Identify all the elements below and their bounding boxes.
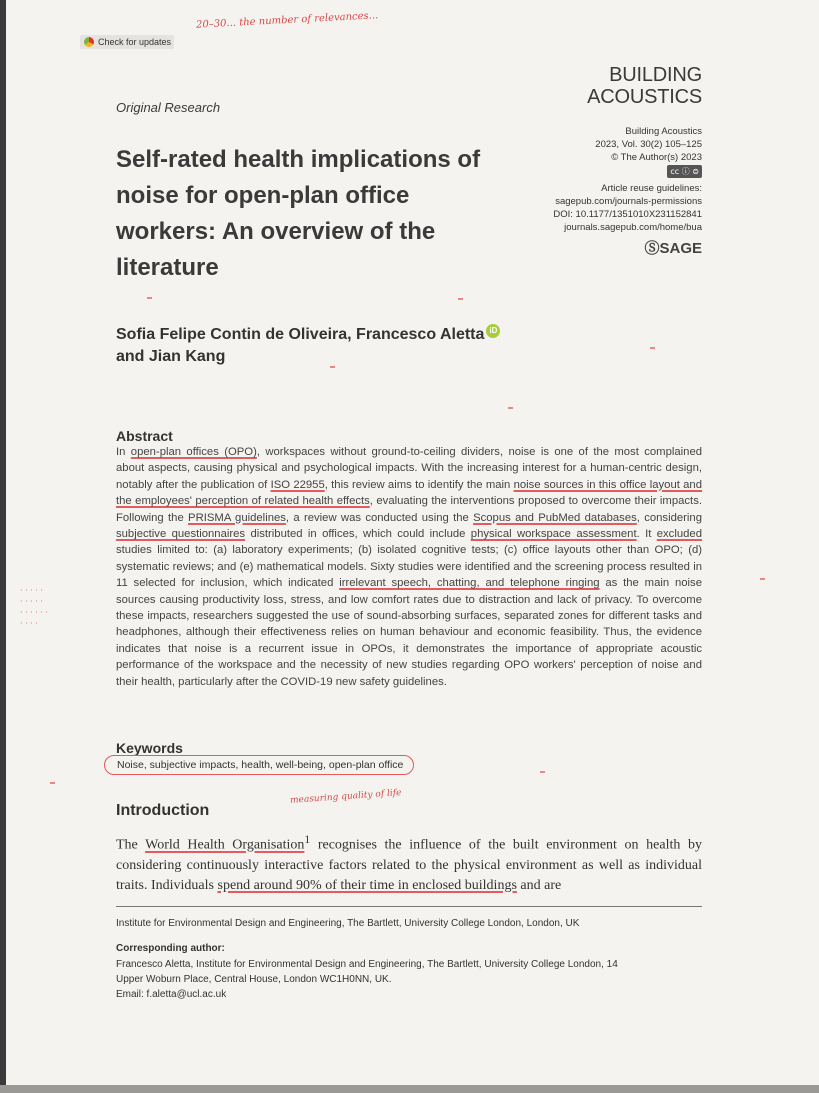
corresponding-author-details	[116, 957, 676, 1002]
annotation-dot	[650, 347, 655, 349]
article-meta	[553, 125, 702, 258]
reuse-label: Article reuse guidelines:	[601, 183, 702, 194]
publisher-name: SAGE	[659, 240, 702, 257]
introduction-body: The World Health Organisation$^1$ recognises the influence of the built environment on health by considering continuously interactive factors related to the physical environment as well as individual traits. Individuals spend around 90% of their time in enclosed buildings and are	[116, 833, 702, 893]
brand-line1: BUILDING	[609, 64, 702, 86]
annotation-dot	[50, 782, 55, 784]
authors-line1: Sofia Felipe Contin de Oliveira, Francesco Aletta	[116, 326, 485, 343]
annotation-dot	[330, 366, 335, 368]
journal-name: Building Acoustics	[625, 126, 702, 137]
article-type: Original Research	[116, 100, 221, 115]
article-title: Self-rated health implications of noise for open-plan office workers: An overview of the literature	[116, 146, 481, 281]
abstract-heading: Abstract	[116, 428, 173, 444]
author-email[interactable]: Email: f.aletta@ucl.ac.uk	[116, 989, 227, 1000]
keywords-list: Noise, subjective impacts, health, well-being, open-plan office	[104, 755, 414, 775]
annotation-dot	[147, 297, 152, 299]
authors-line2: and Jian Kang	[116, 348, 226, 365]
doi[interactable]: DOI: 10.1177/1351010X231152841	[553, 209, 702, 220]
corr-line1: Francesco Aletta, Institute for Environmental Design and Engineering, The Bartlett, University College London, 14	[116, 959, 618, 970]
annotation-dot	[540, 771, 545, 773]
author-list	[116, 324, 556, 368]
margin-scribble: · · · · · · · · · · · · · · · · · · · ·	[20, 586, 48, 628]
introduction-heading: Introduction	[116, 802, 210, 819]
crossmark-icon	[84, 37, 94, 47]
corr-line2: Upper Woburn Place, Central House, London WC1H0NN, UK.	[116, 974, 392, 985]
annotation-dot	[508, 407, 513, 409]
check-for-updates-label: Check for updates	[98, 37, 172, 47]
handwritten-top-note: 20–30... the number of relevances...	[195, 10, 379, 31]
brand-line2: ACOUSTICS	[587, 86, 702, 108]
orcid-icon[interactable]: iD	[486, 324, 500, 338]
volume-info: 2023, Vol. 30(2) 105–125	[595, 139, 702, 150]
handwritten-intro-note: measuring quality of life	[289, 788, 402, 806]
journal-link[interactable]: journals.sagepub.com/home/bua	[564, 222, 702, 233]
reuse-link[interactable]: sagepub.com/journals-permissions	[555, 196, 702, 207]
check-for-updates-badge[interactable]	[80, 35, 174, 49]
footnote-divider	[116, 906, 702, 907]
page-bottom-edge	[0, 1085, 819, 1093]
publisher-logo: ⓈSAGE	[644, 240, 702, 257]
annotation-dot	[458, 298, 463, 300]
annotation-dot	[760, 578, 765, 580]
cc-license-icon: cc ⓘ ⊜	[667, 165, 702, 178]
corresponding-author-heading: Corresponding author:	[116, 943, 225, 954]
affiliation: Institute for Environmental Design and Engineering, The Bartlett, University College London, London, UK	[116, 918, 580, 929]
copyright: © The Author(s) 2023	[611, 152, 702, 163]
keywords-heading: Keywords	[116, 740, 183, 756]
page-shadow-edge	[0, 0, 6, 1093]
abstract-body: In open-plan offices (OPO), workspaces without ground-to-ceiling dividers, noise is one of the most complained about aspects, causing physical and psychological impacts. With the increasing interest for a human-centric design, notably after the publication of ISO 22955, this review aims to identify the main noise sources in this office layout and the employees' perception of related health effects, evaluating the interventions proposed to overcome their impacts. Following the PRISMA guidelines, a review was conducted using the Scopus and PubMed databases, considering subjective questionnaires distributed in offices, which could include physical workspace assessment. It excluded studies limited to: (a) laboratory experiments; (b) isolated cognitive tests; (c) office layouts other than OPO; (d) systematic reviews; and (e) mathematical models. Sixty studies were identified and the screening process resulted in 11 selected for inclusion, which indicated irrelevant speech, chatting, and telephone ringing as the main noise sources causing productivity loss, stress, and low comfort rates due to distraction and lack of privacy. To overcome these impacts, researchers suggested the use of sound-absorbing surfaces, separated zones for different tasks and headphones, although their effectiveness relies on human behaviour and economic feasibility. Thus, the evidence indicates that noise is a recurrent issue in OPOs, it demonstrates the importance of appropriate acoustic performance of the workspace and the necessity of new studies regarding OPO workers' perception of noise and their health, particularly after the COVID-19 new safety guidelines.	[116, 446, 703, 688]
journal-brand	[587, 64, 702, 108]
